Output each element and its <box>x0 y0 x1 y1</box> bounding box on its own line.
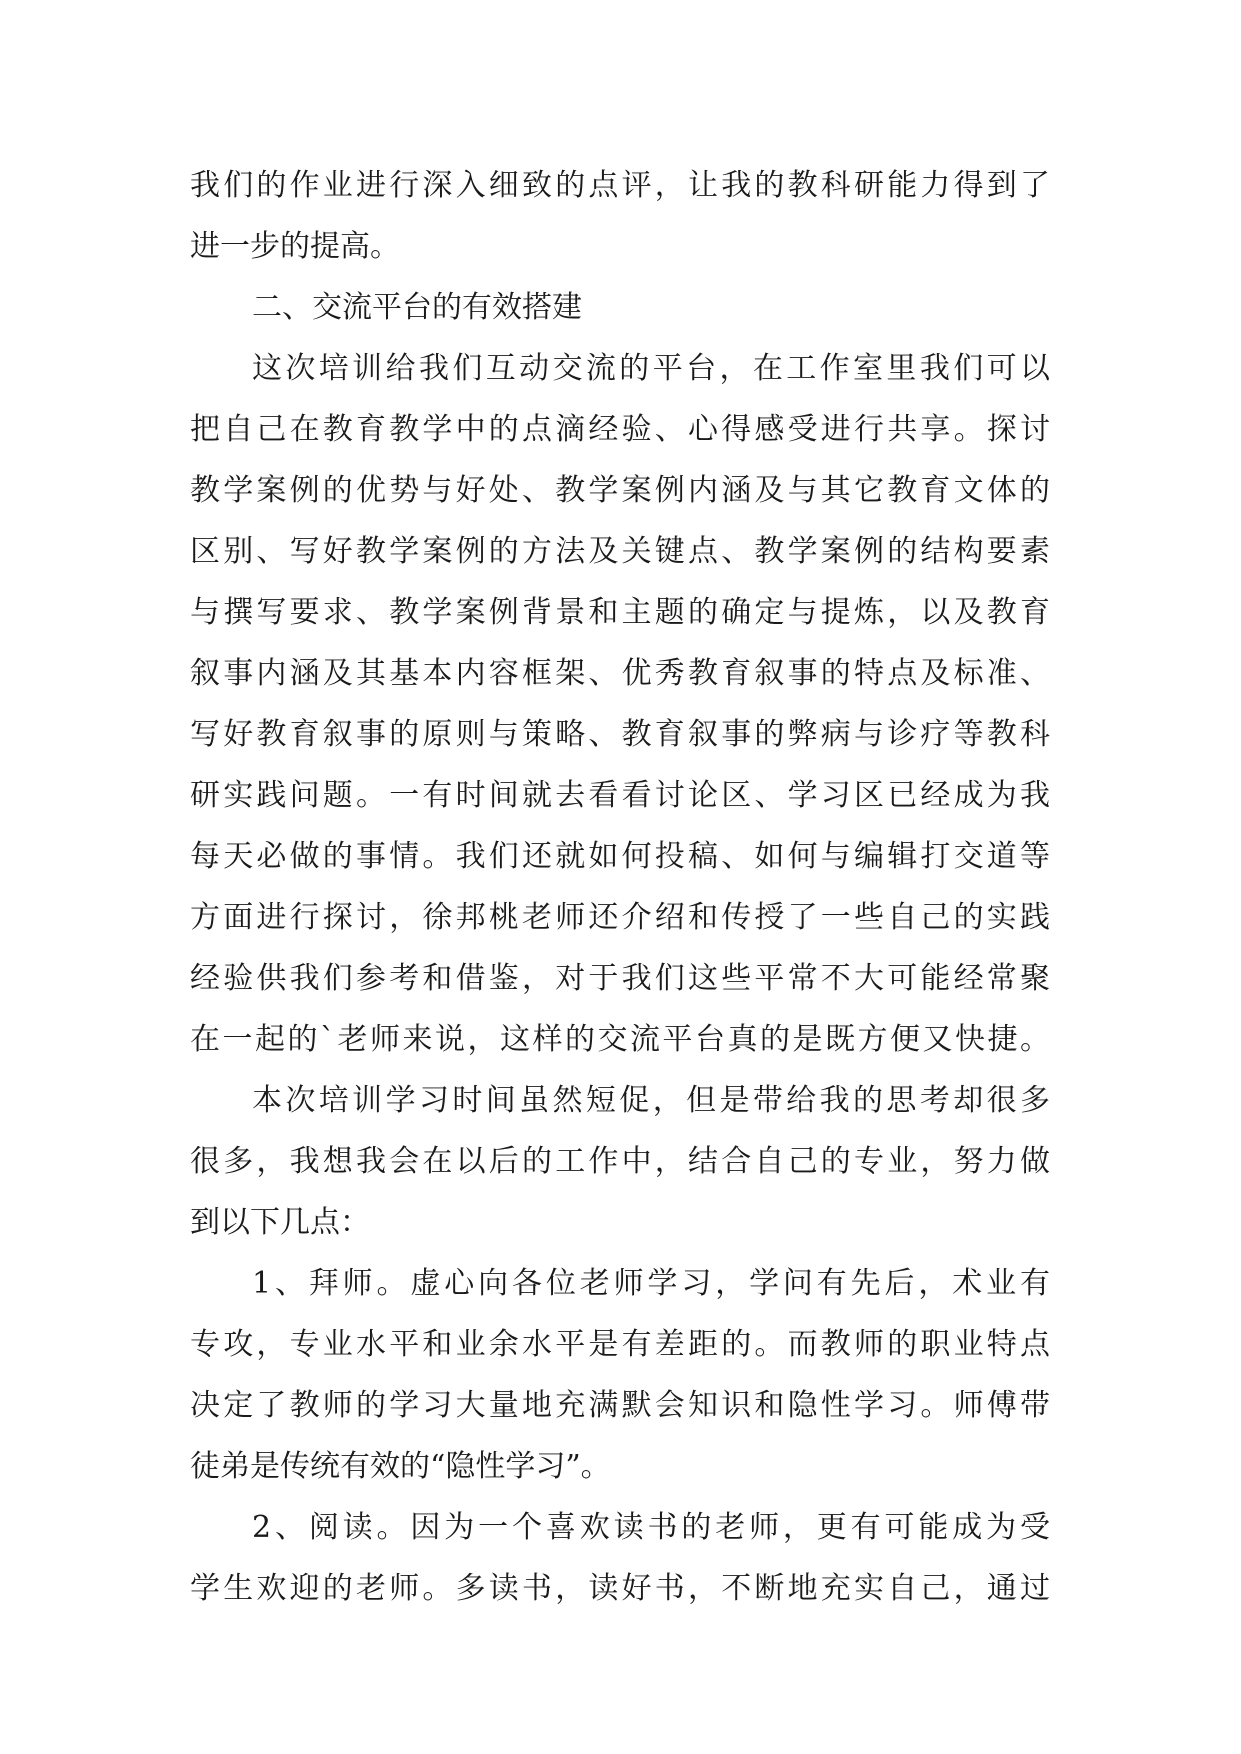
text-line-18: 到以下几点： <box>190 1205 370 1240</box>
text-line-24: 学生欢迎的老师。多读书，读好书，不断地充实自己，通过 <box>190 1571 1050 1606</box>
text-line-7: 区别、写好教学案例的方法及关键点、教学案例的结构要素 <box>190 534 1050 569</box>
document-body <box>190 155 1050 1619</box>
text-line-23: 2、阅读。因为一个喜欢读书的老师，更有可能成为受 <box>252 1510 1050 1545</box>
text-line-4: 这次培训给我们互动交流的平台，在工作室里我们可以 <box>252 351 1050 386</box>
text-line-9: 叙事内涵及其基本内容框架、优秀教育叙事的特点及标准、 <box>190 656 1050 691</box>
text-line-13: 方面进行探讨，徐邦桃老师还介绍和传授了一些自己的实践 <box>190 900 1050 935</box>
text-line-6: 教学案例的优势与好处、教学案例内涵及与其它教育文体的 <box>190 473 1050 508</box>
section-heading: 二、交流平台的有效搭建 <box>252 290 582 325</box>
text-line-8: 与撰写要求、教学案例背景和主题的确定与提炼，以及教育 <box>190 595 1050 630</box>
text-line-1: 我们的作业进行深入细致的点评，让我的教科研能力得到了 <box>190 168 1050 203</box>
text-line-11: 研实践问题。一有时间就去看看讨论区、学习区已经成为我 <box>190 778 1050 813</box>
text-line-10: 写好教育叙事的原则与策略、教育叙事的弊病与诊疗等教科 <box>190 717 1050 752</box>
text-line-22: 徒弟是传统有效的“隐性学习”。 <box>190 1449 611 1484</box>
text-line-21: 决定了教师的学习大量地充满默会知识和隐性学习。师傅带 <box>190 1388 1050 1423</box>
text-line-20: 专攻，专业水平和业余水平是有差距的。而教师的职业特点 <box>190 1327 1050 1362</box>
text-line-14: 经验供我们参考和借鉴，对于我们这些平常不大可能经常聚 <box>190 961 1050 996</box>
text-line-16: 本次培训学习时间虽然短促，但是带给我的思考却很多 <box>252 1083 1050 1118</box>
text-line-12: 每天必做的事情。我们还就如何投稿、如何与编辑打交道等 <box>190 839 1050 874</box>
text-line-19: 1、拜师。虚心向各位老师学习，学问有先后，术业有 <box>252 1266 1050 1301</box>
text-line-5: 把自己在教育教学中的点滴经验、心得感受进行共享。探讨 <box>190 412 1050 447</box>
text-line-15: 在一起的`老师来说，这样的交流平台真的是既方便又快捷。 <box>190 1022 1050 1057</box>
text-line-2: 进一步的提高。 <box>190 229 400 264</box>
text-line-17: 很多，我想我会在以后的工作中，结合自己的专业，努力做 <box>190 1144 1050 1179</box>
